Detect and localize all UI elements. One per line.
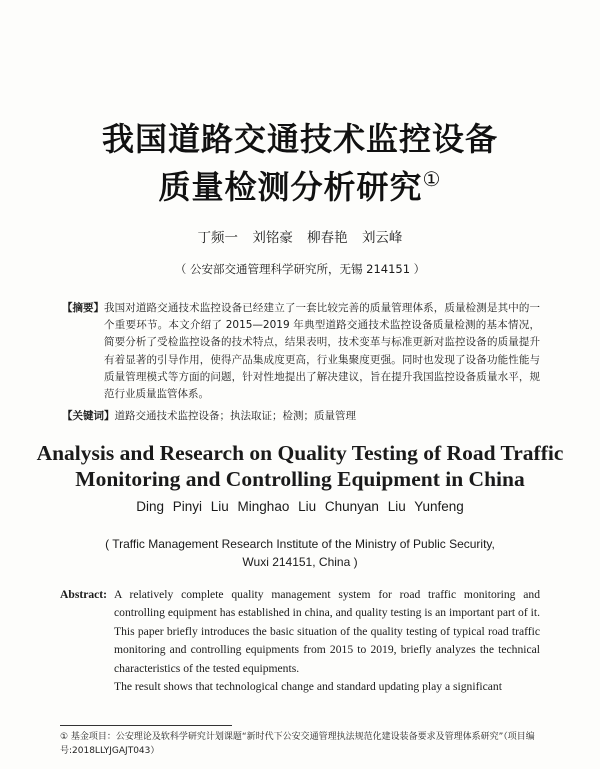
chinese-title-line-2	[0, 162, 600, 208]
chinese-title-line-2-text: 质量检测分析研究	[158, 168, 423, 206]
chinese-author: 丁频一	[197, 230, 239, 246]
chinese-author: 刘云峰	[361, 230, 403, 246]
english-affiliation-line-2: Wuxi 214151, China )	[242, 555, 358, 569]
chinese-title-line-1: 我国道路交通技术监控设备	[101, 120, 498, 158]
english-abstract-label: Abstract:	[60, 588, 108, 601]
chinese-keywords	[62, 408, 540, 423]
english-abstract	[60, 586, 540, 696]
english-author: Liu Minghao	[210, 499, 290, 514]
english-title-line-1: Analysis and Research on Quality Testing of Road Traffic	[36, 441, 564, 465]
chinese-author: 刘铭豪	[252, 230, 293, 246]
english-abstract-paragraph-2: The result shows that technological change and standard updating play a significant	[114, 680, 502, 694]
english-affiliation-line-1: ( Traffic Management Research Institute of the Ministry of Public Security,	[105, 537, 495, 551]
chinese-keywords-text: 道路交通技术监控设备；执法取证；检测；质量管理	[114, 410, 356, 422]
footnote-divider	[60, 725, 232, 726]
chinese-abstract	[62, 300, 540, 403]
english-author: Liu Chunyan	[298, 499, 379, 514]
chinese-abstract-tag: 【摘要】	[62, 302, 104, 314]
chinese-authors	[0, 226, 600, 246]
english-authors	[0, 499, 600, 514]
english-abstract-paragraph-1: A relatively complete quality management system for road traffic monitoring and controlling equipment has established in china, and quality testing is an important part of it. This paper briefly introduces the basic situation of the quality testing of typical road traffic monitoring and controlling equipments from 2015 to 2019, briefly analyzes the technical characteristics of the tested equipments.	[114, 588, 540, 675]
english-author: Liu Yunfeng	[387, 499, 464, 514]
footnote-marker: ①	[422, 167, 442, 191]
chinese-abstract-text: 我国对道路交通技术监控设备已经建立了一套比较完善的质量管理体系，质量检测是其中的一个重要环节。本文介绍了 2015—2019 年典型道路交通技术监控设备质量检测的基本情况，简要分析了受检监控设备的技术特点，结果表明，技术变革与标准更新对监控设备的质量提升有着显著的引导作用，使得产品集成度更高，行业集聚度更强。同时也发现了设备功能性能与质量管理模式等方面的问题，针对性地提出了解决建议，旨在提升我国监控设备质量水平，规范行业质量监管体系。	[104, 302, 540, 401]
english-title-line-2: Monitoring and Controlling Equipment in China	[75, 467, 525, 491]
footnote: ① 基金项目：公安理论及软科学研究计划课题“新时代下公安交通管理执法规范化建设装备要求及管理体系研究”（项目编号:2018LLYJGAJT043）	[60, 732, 535, 756]
english-author: Ding Pinyi	[136, 499, 203, 514]
chinese-author: 柳春艳	[307, 230, 348, 246]
chinese-affiliation: （ 公安部交通管理科学研究所，无锡 214151 ）	[174, 262, 426, 276]
chinese-keywords-tag: 【关键词】	[62, 410, 115, 422]
english-abstract-body	[114, 586, 540, 696]
